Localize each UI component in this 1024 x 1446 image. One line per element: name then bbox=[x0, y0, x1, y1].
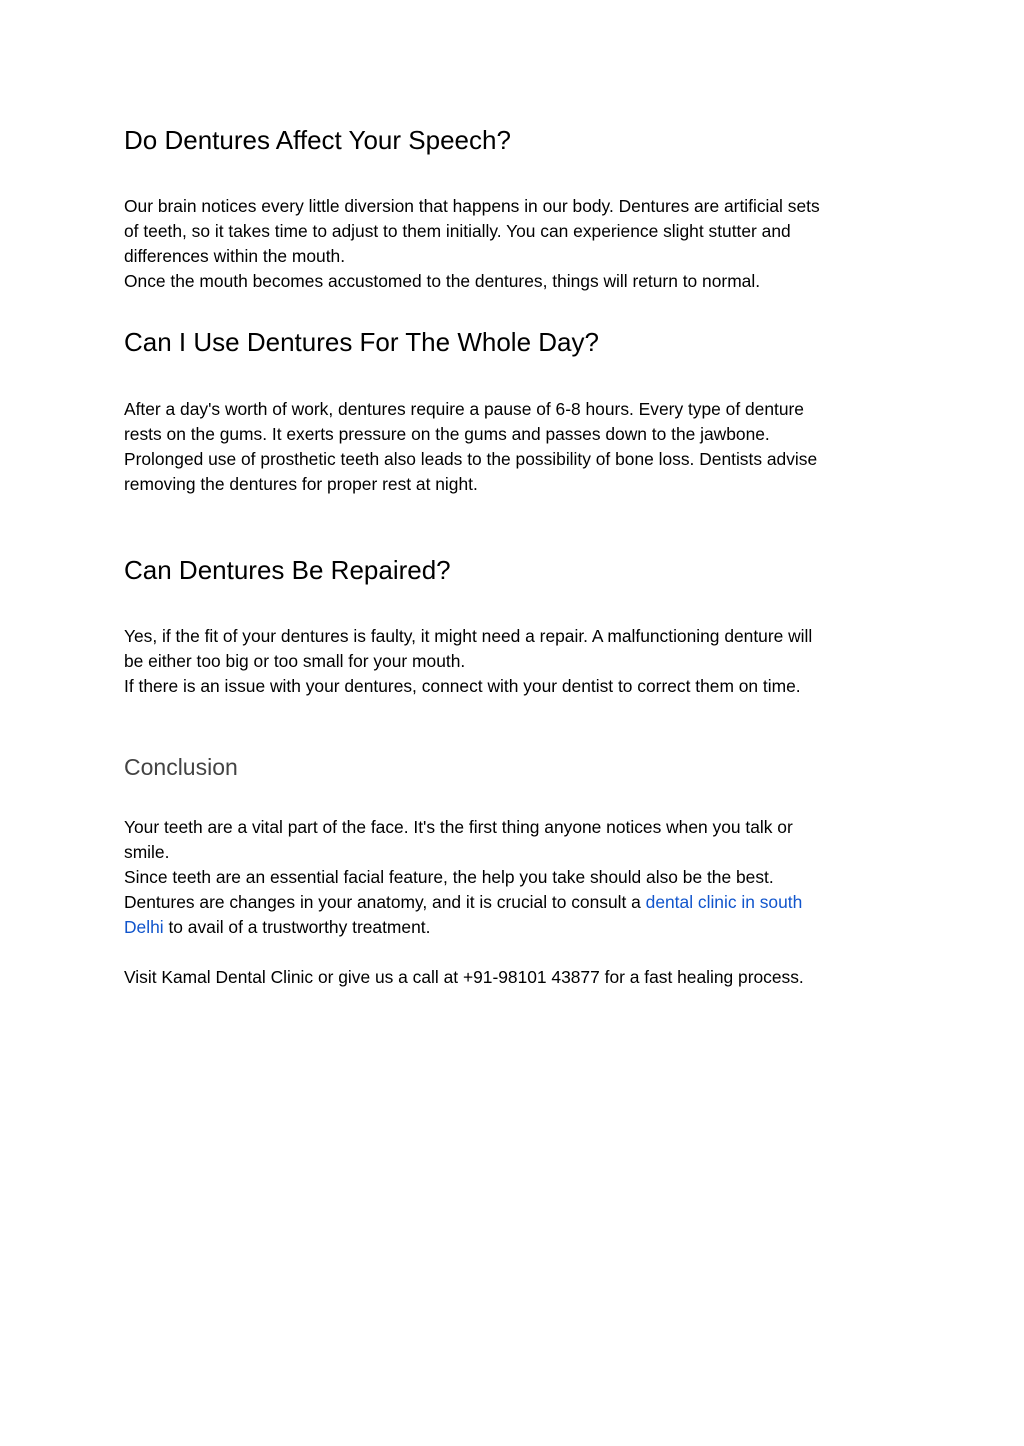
heading-conclusion: Conclusion bbox=[124, 754, 238, 780]
paragraph-line: differences within the mouth. bbox=[124, 246, 346, 266]
paragraph-line: Your teeth are a vital part of the face. It's the first thing anyone notices when you talk or bbox=[124, 817, 793, 837]
paragraph-speech bbox=[124, 194, 884, 294]
paragraph-line: If there is an issue with your dentures, connect with your dentist to correct them on time. bbox=[124, 676, 801, 696]
paragraph-line-consult-cont bbox=[124, 915, 884, 940]
heading-repaired: Can Dentures Be Repaired? bbox=[124, 555, 451, 585]
heading-speech: Do Dentures Affect Your Speech? bbox=[124, 125, 511, 155]
paragraph-line: Prolonged use of prosthetic teeth also leads to the possibility of bone loss. Dentists advise bbox=[124, 449, 818, 469]
paragraph-line: be either too big or too small for your mouth. bbox=[124, 651, 466, 671]
paragraph-conclusion bbox=[124, 815, 884, 940]
dental-clinic-link[interactable]: dental clinic in south bbox=[645, 892, 803, 912]
paragraph-line: rests on the gums. It exerts pressure on the gums and passes down to the jawbone. bbox=[124, 424, 770, 444]
paragraph-line: of teeth, so it takes time to adjust to them initially. You can experience slight stutter and bbox=[124, 221, 791, 241]
paragraph-line-consult bbox=[124, 890, 884, 915]
paragraph-line: removing the dentures for proper rest at night. bbox=[124, 474, 478, 494]
dental-clinic-link-cont[interactable]: Delhi bbox=[124, 917, 164, 937]
paragraph-line: Once the mouth becomes accustomed to the dentures, things will return to normal. bbox=[124, 271, 761, 291]
paragraph-line: After a day's worth of work, dentures require a pause of 6-8 hours. Every type of denture bbox=[124, 399, 804, 419]
visit-clinic-text bbox=[124, 965, 884, 990]
paragraph-repaired bbox=[124, 624, 884, 699]
paragraph-line: Since teeth are an essential facial feature, the help you take should also be the best. bbox=[124, 867, 774, 887]
consult-text: Dentures are changes in your anatomy, and it is crucial to consult a bbox=[124, 892, 646, 912]
paragraph-line: Visit Kamal Dental Clinic or give us a call at +91-98101 43877 for a fast healing process. bbox=[124, 967, 804, 987]
consult-after-text: to avail of a trustworthy treatment. bbox=[163, 917, 431, 937]
paragraph-whole-day bbox=[124, 397, 884, 497]
paragraph-line: Our brain notices every little diversion that happens in our body. Dentures are artificial sets bbox=[124, 196, 820, 216]
heading-whole-day: Can I Use Dentures For The Whole Day? bbox=[124, 327, 599, 357]
paragraph-line: smile. bbox=[124, 842, 170, 862]
paragraph-line: Yes, if the fit of your dentures is faulty, it might need a repair. A malfunctioning denture will bbox=[124, 626, 813, 646]
